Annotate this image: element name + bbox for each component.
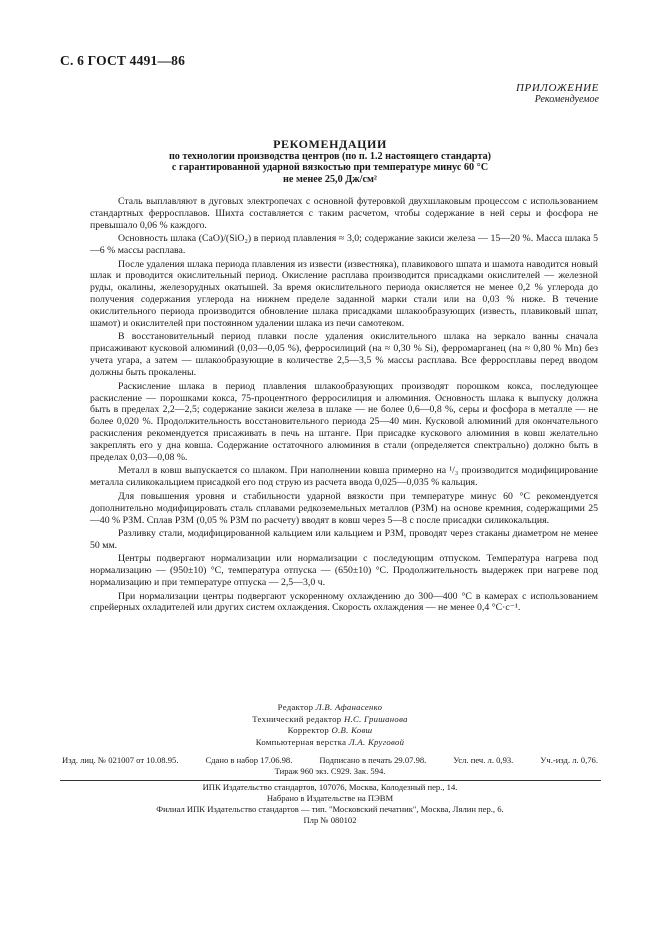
staff-role: Компьютерная верстка xyxy=(255,736,347,747)
imprint-license: Изд. лиц. № 021007 от 10.08.95. xyxy=(62,755,179,765)
title-line-1: по технологии производства центров (по п. 1.2 настоящего стандарта) xyxy=(168,151,492,162)
appendix-title: ПРИЛОЖЕНИЕ xyxy=(516,82,599,94)
imprint-print-run: Тираж 960 экз. С929. Зак. 594. xyxy=(274,766,386,776)
page-header: С. 6 ГОСТ 4491—86 xyxy=(60,53,186,68)
staff-role: Редактор xyxy=(277,702,314,712)
title-line-3: не менее 25,0 Дж/см² xyxy=(283,173,377,185)
paragraph: Металл в ковш выпускается со шлаком. При наполнении ковша примерно на ¹/₃ производится модифицирование металла силикокальцием присадкой его под струю из расчета ввода 0,025—0,035 % кальция. xyxy=(90,465,598,489)
publisher-line: Филиал ИПК Издательство стандартов — тип. "Московский печатник", Москва, Лялин пер., 6. xyxy=(156,804,504,815)
title-line-2: с гарантированной ударной вязкостью при температуре минус 60 °С xyxy=(171,162,489,174)
imprint-edition-sheets: Уч.-изд. л. 0,76. xyxy=(540,755,598,765)
paragraph: В восстановительный период плавки после удаления окислительного шлака на зеркало ванны сначала присаживают кусковой алюминий (0,03—0,05 %), ферросилиций (на ≈ 0,30 % Si), ферромарганец (на ≈ 0,80 % Mn) без учета угара, а затем — шлакообразующие в количестве 2,5—3,5 % массы расплава. Все ферросплавы перед вводом должны быть прокалены. xyxy=(90,331,598,379)
editorial-staff xyxy=(60,702,600,748)
imprint-typeset: Сдано в набор 17.06.98. xyxy=(205,755,293,765)
body-text xyxy=(90,196,598,616)
paragraph: Центры подвергают нормализации или нормализации с последующим отпуском. Температура нагрева под нормализацию — (950±10) °С, температура отпуска — (650±10) °С. Продолжительность выдержек при нагреве под нормализацию и при температуре отпуска — 2,5—3,0 ч. xyxy=(90,553,598,589)
staff-name: О.В. Ковш xyxy=(331,725,373,736)
publisher-info xyxy=(60,782,600,826)
staff-line-editor xyxy=(60,702,600,714)
staff-line-proofreader xyxy=(60,725,600,737)
paragraph: Разливку стали, модифицированной кальцием или кальцием и РЗМ, проводят через стаканы диаметром не менее 50 мм. xyxy=(90,527,598,551)
staff-name: Л.В. Афанасенко xyxy=(315,702,383,712)
staff-name: Н.С. Гришанова xyxy=(343,713,408,724)
paragraph: Для повышения уровня и стабильности ударной вязкости при температуре минус 60 °С рекомендуется дополнительно модифицировать сталь сплавами редкоземельных металлов (РЗМ) на основе кремния, содержащими 25—40 % РЗМ. Сплав РЗМ (0,05 % РЗМ по расчету) вводят в ковш через 5—8 с после присадки силикокальция. xyxy=(90,490,598,526)
staff-line-tech-editor xyxy=(60,714,600,726)
paragraph: При нормализации центры подвергают ускоренному охлаждению до 300—400 °С в камерах с использованием спрейерных охладителей или других систем охлаждения. Скорость охлаждения — не менее 0,4 °С·с⁻¹. xyxy=(90,590,598,614)
paragraph: После удаления шлака периода плавления из извести (известняка), плавикового шпата и шамота наводится новый шлак и проводится окислительный период. Окисление расплава производится присадками окислителей — железной руды, окалины, железорудных окатышей. За время окислительного периода окисляется не менее 0,2 % углерода до получения содержания углерода на нижнем пределе заданной марки стали или на 0,03 % ниже. В течение окислительного периода производится обновление шлака присадками шлакообразующих (известь, плавиковый шпат, шамот) и окислителей при постоянном удалении шлака из печи самотеком. xyxy=(90,258,598,330)
paragraph: Основность шлака (CaO)/(SiO₂) в период плавления ≈ 3,0; содержание закиси железа — 15—20 %. Масса шлака 5—6 % массы расплава. xyxy=(90,233,598,257)
imprint-sheets: Усл. печ. л. 0,93. xyxy=(453,755,514,765)
imprint-row xyxy=(60,755,600,766)
publisher-line: Плр № 080102 xyxy=(303,815,357,826)
publisher-line: ИПК Издательство стандартов, 107076, Москва, Колодезный пер., 14. xyxy=(202,782,458,792)
document-title xyxy=(60,138,600,185)
appendix-status: Рекомендуемое xyxy=(534,94,599,105)
divider xyxy=(60,780,601,781)
staff-line-layout xyxy=(60,737,600,749)
appendix-label xyxy=(516,82,599,106)
publisher-line: Набрано в Издательстве на ПЭВМ xyxy=(266,793,394,804)
staff-role: Корректор xyxy=(287,725,330,736)
paragraph: Раскисление шлака в период плавления шлакообразующих производят порошком кокса, последующее раскисление — порошками кокса, 75-процентного ферросилиция и алюминия. Основность шлака к выпуску должна быть в пределах 2,2—2,5; содержание закиси железа в шлаке — не более 0,6—0,8 %, серы и фосфора в металле — не более 0,020 %. Продолжительность восстановительного периода 25—40 мин. Кусковой алюминий для окончательного раскисления рекомендуется присаживать в печь на штанге. При присадке кускового алюминия в ковш желательно закреплять его у дна ковша. Содержание остаточного алюминия в стали (определяется спектрально) должно быть в пределах 0,03—0,08 %. xyxy=(90,380,598,464)
staff-role: Технический редактор xyxy=(252,713,342,724)
title-heading: РЕКОМЕНДАЦИИ xyxy=(273,137,387,151)
staff-name: Л.А. Круговой xyxy=(348,736,405,747)
imprint-signed: Подписано в печать 29.07.98. xyxy=(319,755,427,765)
imprint xyxy=(60,755,600,777)
paragraph: Сталь выплавляют в дуговых электропечах с основной футеровкой двухшлаковым процессом с использованием стандартных ферросплавов. Шихта составляется с таким расчетом, чтобы содержание в ней серы и фосфора не превышало 0,06 % каждого. xyxy=(90,196,598,231)
